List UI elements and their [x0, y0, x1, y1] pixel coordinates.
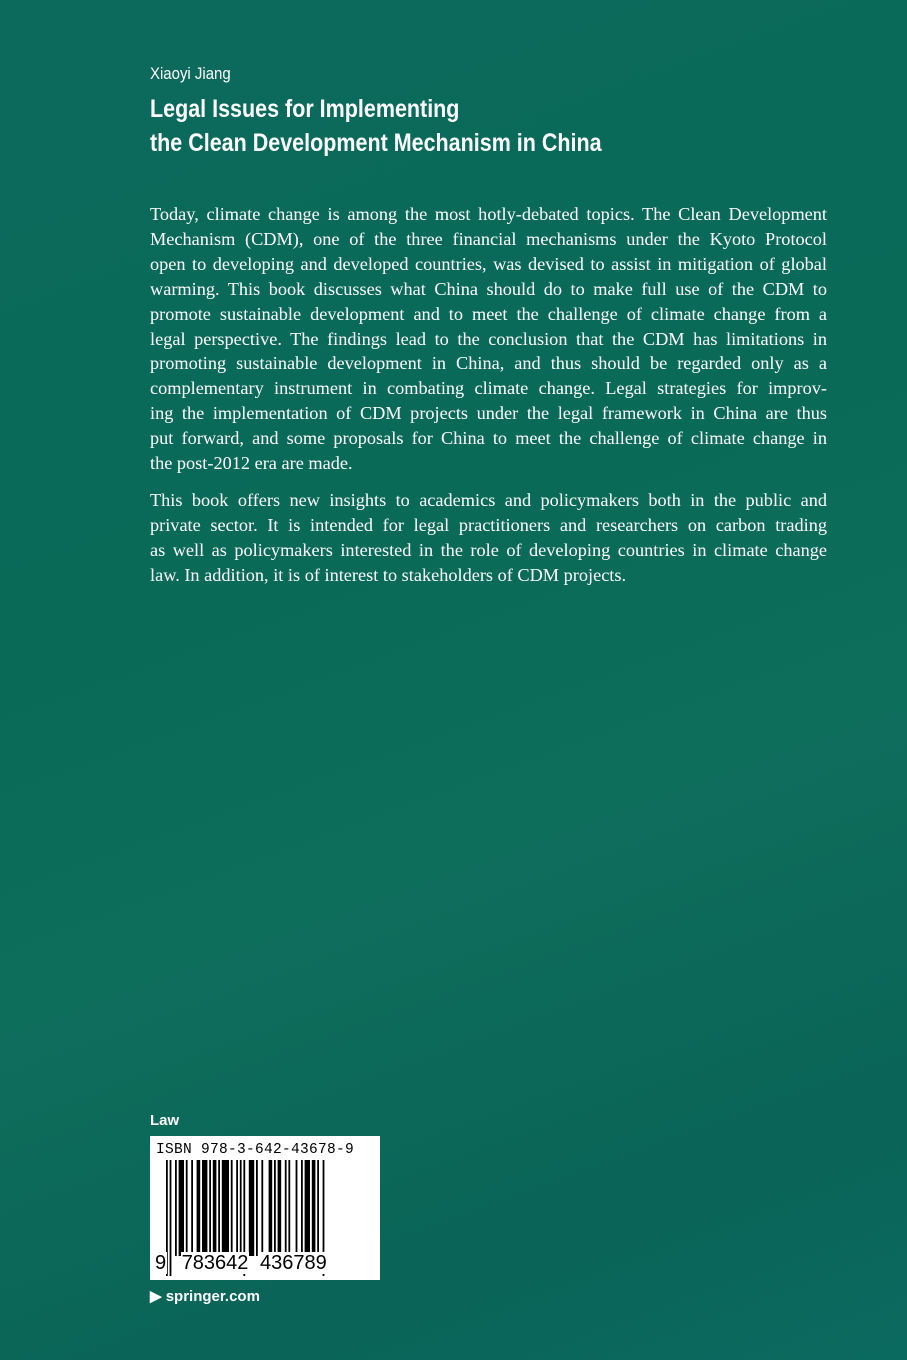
barcode-bar: [285, 1160, 287, 1256]
barcode-bar: [261, 1160, 263, 1256]
barcode-bar: [312, 1160, 316, 1256]
title-line: Legal Issues for Implementing: [150, 95, 460, 123]
paragraph-line: put forward, and some proposals for China to meet the challenge of climate change in: [150, 428, 827, 449]
barcode-bar: [186, 1160, 188, 1256]
barcode-bar: [202, 1160, 207, 1256]
title-line: the Clean Development Mechanism in China: [150, 129, 602, 157]
barcode-digits-right: 436789: [260, 1252, 327, 1274]
barcode-bar: [218, 1160, 220, 1256]
description: [150, 202, 827, 600]
website-link[interactable]: [150, 1287, 260, 1305]
paragraph-line: promoting sustainable development in China, and thus should be regarded only as a: [150, 353, 827, 374]
barcode-bar: [175, 1160, 177, 1256]
barcode-bar: [288, 1160, 290, 1256]
book-title: [150, 92, 602, 160]
paragraph-line: the post-2012 era are made.: [150, 453, 353, 474]
paragraph-line: ing the implementation of CDM projects under the legal framework in China are thus: [150, 403, 827, 424]
barcode-bar: [179, 1160, 184, 1256]
barcode-bar: [305, 1160, 310, 1256]
barcode-bar: [222, 1160, 229, 1256]
barcode-bar: [296, 1160, 298, 1256]
barcode-bar: [213, 1160, 217, 1256]
barcode-bar: [317, 1160, 319, 1256]
paragraph-line: private sector. It is intended for legal practitioners and researchers on carbon trading: [150, 514, 827, 535]
paragraph-line: complementary instrument in combating climate change. Legal strategies for improv-: [150, 378, 827, 399]
barcode-bar: [209, 1160, 211, 1256]
barcode-bar: [301, 1160, 303, 1256]
author-name: Xiaoyi Jiang: [150, 64, 231, 83]
paragraph-line: promote sustainable development and to meet the challenge of climate change from a: [150, 303, 827, 324]
barcode-bar: [256, 1160, 258, 1256]
paragraph: [150, 202, 827, 476]
paragraph-line: law. In addition, it is of interest to stakeholders of CDM projects.: [150, 564, 627, 585]
category-label: Law: [150, 1112, 180, 1129]
website-text: springer.com: [165, 1288, 260, 1305]
barcode-bar: [269, 1160, 273, 1256]
paragraph-line: Mechanism (CDM), one of the three financial mechanisms under the Kyoto Protocol: [150, 228, 827, 249]
barcode-bar: [197, 1160, 201, 1256]
barcode-bar: [240, 1160, 242, 1256]
paragraph-line: as well as policymakers interested in the role of developing countries in climate change: [150, 539, 827, 560]
paragraph-line: warming. This book discusses what China should do to make full use of the CDM to: [150, 278, 827, 299]
barcode-bar: [249, 1160, 254, 1256]
paragraph-line: Today, climate change is among the most hotly-debated topics. The Clean Development: [150, 204, 827, 224]
isbn-label: ISBN 978-3-642-43678-9: [156, 1142, 355, 1158]
barcode-bar: [274, 1160, 276, 1256]
barcode-bar: [231, 1160, 233, 1256]
isbn-barcode: [150, 1136, 380, 1280]
paragraph-line: This book offers new insights to academics and policymakers both in the public and: [150, 489, 827, 510]
play-triangle-icon: ▶: [150, 1288, 162, 1305]
barcode-bar: [278, 1160, 282, 1256]
barcode-bar: [191, 1160, 193, 1256]
paragraph-line: open to developing and developed countries, was devised to assist in mitigation of global: [150, 253, 827, 274]
paragraph: [150, 488, 827, 588]
barcode-digits-left: 783642: [181, 1252, 249, 1274]
barcode-digit-first: 9: [155, 1252, 167, 1274]
barcode-digits: [154, 1252, 328, 1275]
paragraph-line: legal perspective. The findings lead to the conclusion that the CDM has limitations in: [150, 328, 827, 349]
barcode-bar: [236, 1160, 238, 1256]
